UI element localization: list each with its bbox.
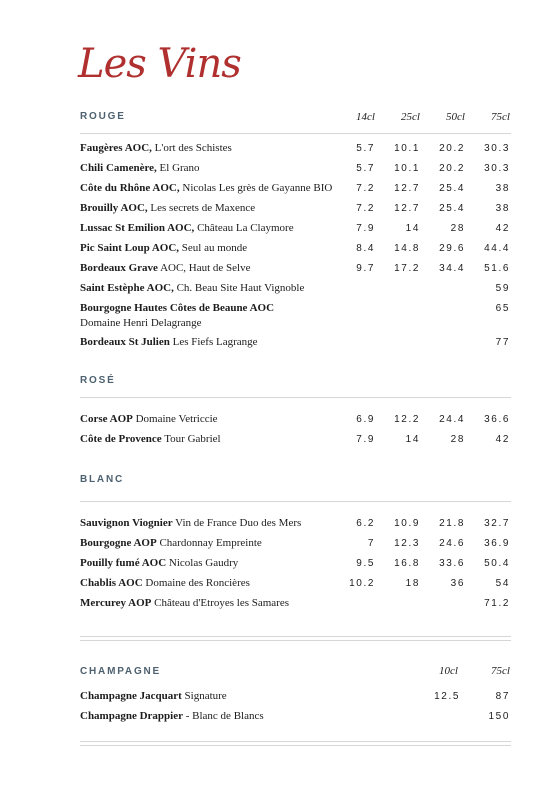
price: 5.7 xyxy=(356,143,375,154)
price: 34.4 xyxy=(439,263,465,274)
price: 20.2 xyxy=(439,143,465,154)
wine-detail: Seul au monde xyxy=(179,242,248,254)
wine-detail: Chardonnay Empreinte xyxy=(156,537,262,549)
wine-name xyxy=(80,281,304,296)
price: 12.3 xyxy=(394,538,420,549)
section-heading-rouge: ROUGE xyxy=(80,111,126,122)
wine-detail: Château d'Etroyes les Samares xyxy=(151,597,289,609)
price: 25.4 xyxy=(439,203,465,214)
wine-appellation: Pouilly fumé AOC xyxy=(80,557,167,569)
price: 44.4 xyxy=(484,243,510,254)
price: 24.4 xyxy=(439,414,465,425)
price: 150 xyxy=(488,711,510,722)
wine-appellation: Brouilly AOC, xyxy=(80,202,148,214)
wine-row xyxy=(80,516,511,532)
page-title: Les Vins xyxy=(78,41,241,87)
divider xyxy=(80,636,511,637)
price: 24.6 xyxy=(439,538,465,549)
price: 10.9 xyxy=(394,518,420,529)
price: 16.8 xyxy=(394,558,420,569)
wine-row xyxy=(80,141,511,157)
price: 42 xyxy=(495,223,510,234)
wine-row xyxy=(80,709,511,725)
price: 12.5 xyxy=(434,691,460,702)
price: 8.4 xyxy=(356,243,375,254)
price: 7 xyxy=(367,538,375,549)
wine-name xyxy=(80,241,247,256)
wine-detail: Vin de France Duo des Mers xyxy=(172,517,302,529)
divider xyxy=(80,133,511,134)
price: 42 xyxy=(495,434,510,445)
wine-detail: Nicolas Gaudry xyxy=(166,557,239,569)
price: 10.2 xyxy=(349,578,375,589)
wine-row xyxy=(80,596,511,612)
wine-name xyxy=(80,556,238,571)
wine-name xyxy=(80,181,332,196)
price: 18 xyxy=(405,578,420,589)
wine-name xyxy=(80,536,262,551)
wine-appellation: Côte du Rhône AOC, xyxy=(80,182,180,194)
wine-appellation: Corse AOP xyxy=(80,413,133,425)
divider xyxy=(80,640,511,641)
wine-detail: Ch. Beau Site Haut Vignoble xyxy=(173,282,305,294)
price: 7.2 xyxy=(356,183,375,194)
wine-row xyxy=(80,536,511,552)
price: 36.9 xyxy=(484,538,510,549)
wine-detail: L'ort des Schistes xyxy=(151,142,232,154)
price: 14 xyxy=(405,434,420,445)
wine-name xyxy=(80,221,294,236)
wine-appellation: Sauvignon Viognier xyxy=(80,517,173,529)
wine-name xyxy=(80,161,200,176)
price: 12.2 xyxy=(394,414,420,425)
wine-detail: Château La Claymore xyxy=(194,222,294,234)
price: 50.4 xyxy=(484,558,510,569)
column-header-25cl: 25cl xyxy=(401,111,420,123)
wine-detail: Les Fiefs Lagrange xyxy=(169,336,258,348)
divider xyxy=(80,397,511,398)
wine-detail: Domaine des Roncières xyxy=(142,577,250,589)
wine-name xyxy=(80,141,232,156)
section-heading-champagne: CHAMPAGNE xyxy=(80,666,162,677)
column-header-75cl: 75cl xyxy=(491,111,510,123)
price: 54 xyxy=(495,578,510,589)
column-header-50cl: 50cl xyxy=(446,111,465,123)
price: 10.1 xyxy=(394,163,420,174)
price: 10.1 xyxy=(394,143,420,154)
wine-detail: Nicolas Les grès de Gayanne BIO xyxy=(179,182,333,194)
wine-row xyxy=(80,261,511,277)
wine-row xyxy=(80,301,511,329)
price: 21.8 xyxy=(439,518,465,529)
price: 12.7 xyxy=(394,203,420,214)
wine-row xyxy=(80,201,511,217)
price: 28 xyxy=(450,223,465,234)
wine-detail: El Grano xyxy=(156,162,200,174)
wine-appellation: Faugères AOC, xyxy=(80,142,152,154)
wine-row xyxy=(80,412,511,428)
wine-detail: AOC, Haut de Selve xyxy=(157,262,251,274)
wine-row xyxy=(80,181,511,197)
price: 9.5 xyxy=(356,558,375,569)
price: 14 xyxy=(405,223,420,234)
wine-row xyxy=(80,556,511,572)
wine-row xyxy=(80,161,511,177)
column-header-10cl: 10cl xyxy=(439,665,458,677)
price: 36.6 xyxy=(484,414,510,425)
price: 87 xyxy=(495,691,510,702)
price: 30.3 xyxy=(484,163,510,174)
wine-name xyxy=(80,576,250,591)
price: 30.3 xyxy=(484,143,510,154)
price: 77 xyxy=(495,337,510,348)
wine-name xyxy=(80,709,264,724)
wine-appellation: Champagne Drappier xyxy=(80,710,183,722)
wine-appellation: Bourgogne AOP xyxy=(80,537,157,549)
wine-row xyxy=(80,281,511,297)
wine-row xyxy=(80,576,511,592)
price: 71.2 xyxy=(484,598,510,609)
wine-name xyxy=(80,301,274,331)
price: 38 xyxy=(495,203,510,214)
price: 12.7 xyxy=(394,183,420,194)
wine-name xyxy=(80,201,255,216)
wine-name xyxy=(80,412,218,427)
wine-appellation: Chablis AOC xyxy=(80,577,143,589)
divider xyxy=(80,745,511,746)
wine-appellation: Saint Estèphe AOC, xyxy=(80,282,174,294)
price: 38 xyxy=(495,183,510,194)
price: 7.9 xyxy=(356,434,375,445)
price: 28 xyxy=(450,434,465,445)
section-heading-rose: ROSÉ xyxy=(80,375,116,386)
wine-detail: Les secrets de Maxence xyxy=(147,202,256,214)
price: 65 xyxy=(495,303,510,314)
price: 6.2 xyxy=(356,518,375,529)
wine-appellation: Bordeaux St Julien xyxy=(80,336,170,348)
wine-appellation: Bourgogne Hautes Côtes de Beaune AOC xyxy=(80,302,275,314)
price: 17.2 xyxy=(394,263,420,274)
column-header-75cl: 75cl xyxy=(491,665,510,677)
price: 14.8 xyxy=(394,243,420,254)
wine-producer: Domaine Henri Delagrange xyxy=(80,317,202,329)
wine-appellation: Mercurey AOP xyxy=(80,597,152,609)
wine-detail: Tour Gabriel xyxy=(161,433,221,445)
column-header-14cl: 14cl xyxy=(356,111,375,123)
price: 7.9 xyxy=(356,223,375,234)
wine-appellation: Bordeaux Grave xyxy=(80,262,158,274)
wine-name xyxy=(80,689,227,704)
wine-row xyxy=(80,689,511,705)
price: 36 xyxy=(450,578,465,589)
wine-name xyxy=(80,596,289,611)
price: 7.2 xyxy=(356,203,375,214)
price: 6.9 xyxy=(356,414,375,425)
wine-name xyxy=(80,432,221,447)
divider xyxy=(80,501,511,502)
price: 32.7 xyxy=(484,518,510,529)
wine-name xyxy=(80,516,301,531)
price: 5.7 xyxy=(356,163,375,174)
wine-row xyxy=(80,432,511,448)
section-heading-blanc: BLANC xyxy=(80,474,124,485)
wine-row xyxy=(80,241,511,257)
price: 29.6 xyxy=(439,243,465,254)
price: 59 xyxy=(495,283,510,294)
wine-appellation: Lussac St Emilion AOC, xyxy=(80,222,195,234)
wine-row xyxy=(80,221,511,237)
wine-name xyxy=(80,335,258,350)
price: 20.2 xyxy=(439,163,465,174)
wine-appellation: Champagne Jacquart xyxy=(80,690,182,702)
wine-appellation: Pic Saint Loup AOC, xyxy=(80,242,180,254)
wine-appellation: Côte de Provence xyxy=(80,433,162,445)
divider xyxy=(80,741,511,742)
price: 33.6 xyxy=(439,558,465,569)
price: 25.4 xyxy=(439,183,465,194)
wine-detail: Domaine Vetriccie xyxy=(132,413,218,425)
wine-name xyxy=(80,261,251,276)
wine-detail: Signature xyxy=(181,690,227,702)
wine-appellation: Chili Camenère, xyxy=(80,162,157,174)
price: 51.6 xyxy=(484,263,510,274)
wine-detail: - Blanc de Blancs xyxy=(182,710,264,722)
price: 9.7 xyxy=(356,263,375,274)
wine-row xyxy=(80,335,511,351)
